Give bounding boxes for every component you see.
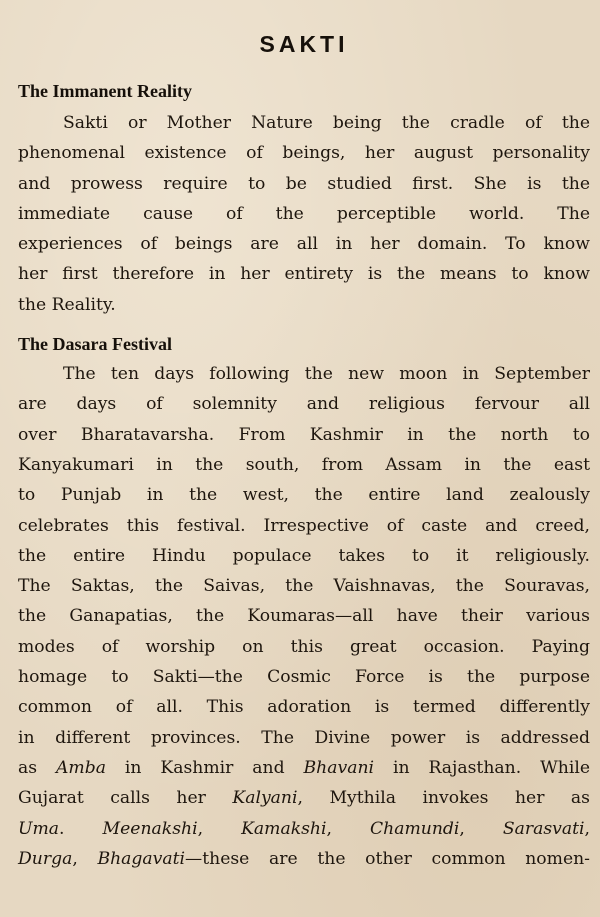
text-line: and prowess require to be studied first. She is the	[18, 173, 590, 194]
name-durga: Durga	[18, 848, 73, 869]
page-title: SAKTI	[259, 31, 349, 57]
text-line: Kanyakumari in the south, from Assam in the east	[18, 454, 590, 475]
text-line: The ten days following the new moon in September	[63, 364, 590, 385]
name-bhavani: Bhavani	[303, 757, 375, 778]
text-line: The Saktas, the Saivas, the Vaishnavas, the Souravas,	[18, 576, 590, 597]
text-line: modes of worship on this great occasion. Paying	[18, 636, 590, 657]
text-line: immediate cause of the perceptible world. The	[18, 203, 590, 224]
name-uma: Uma	[18, 818, 60, 839]
text-line: the entire Hindu populace takes to it religiously.	[18, 545, 590, 566]
name-amba: Amba	[56, 757, 106, 778]
text-line-durga: Durga, Bhagavati—these are the other common nomen-	[18, 848, 590, 869]
section-heading-immanent-reality: The Immanent Reality	[18, 81, 192, 101]
text-line-kalyani: Gujarat calls her Kalyani, Mythila invokes her as	[18, 788, 590, 809]
text-line: over Bharatavarsha. From Kashmir in the north to	[18, 424, 590, 445]
text-line: celebrates this festival. Irrespective of caste and creed,	[18, 515, 590, 536]
text-line: experiences of beings are all in her domain. To know	[18, 234, 590, 255]
text-line: common of all. This adoration is termed differently	[18, 697, 590, 718]
text-line: Sakti or Mother Nature being the cradle of the	[63, 113, 590, 133]
text-line: phenomenal existence of beings, her august personality	[18, 143, 590, 164]
text-line-amba: as Amba in Kashmir and Bhavani in Rajasthan. While	[18, 757, 591, 778]
name-meenakshi: Meenakshi	[102, 818, 198, 839]
text-line: her first therefore in her entirety is the means to know	[18, 264, 590, 285]
text-line: the Reality.	[18, 294, 116, 315]
text-line: in different provinces. The Divine power is addressed	[18, 727, 590, 748]
text-line: to Punjab in the west, the entire land zealously	[18, 485, 590, 506]
name-chamundi: Chamundi	[369, 818, 460, 839]
text-line: are days of solemnity and religious fervour all	[18, 394, 590, 415]
name-sarasvati: Sarasvati	[502, 818, 585, 839]
text-line: the Ganapatias, the Koumaras—all have their various	[18, 606, 590, 627]
text-line: homage to Sakti—the Cosmic Force is the purpose	[18, 667, 590, 688]
name-bhagavati: Bhagavati	[97, 848, 186, 869]
name-kalyani: Kalyani	[232, 788, 298, 809]
name-kamakshi: Kamakshi	[241, 818, 327, 839]
paragraph-immanent-reality	[18, 108, 590, 320]
paragraph-dasara-festival	[18, 359, 590, 874]
section-heading-dasara-festival: The Dasara Festival	[18, 334, 172, 355]
text-line-uma: Uma. Meenakshi, Kamakshi, Chamundi, Sarasvati,	[18, 818, 591, 839]
